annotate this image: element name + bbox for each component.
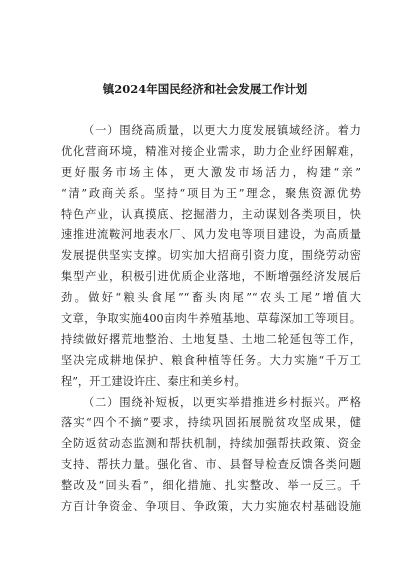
- paragraph-line: 方百计争资金、争项目、争政策，大力实施农村基础设施: [61, 500, 361, 514]
- paragraph-line: 优化营商环境，精准对接企业需求，助力企业纾困解难，: [61, 144, 361, 158]
- paragraph-line: 发展提供坚实支撑。切实加大招商引资力度，围绕劳动密: [61, 249, 361, 263]
- document-body: [61, 121, 361, 518]
- paragraph-line: 文章，争取实施400亩肉牛养殖基地、草莓深加工等项目。: [61, 312, 361, 326]
- paragraph-line: 程”，开工建设许庄、秦庄和美乡村。: [61, 374, 246, 388]
- paragraph-line: （一）围绕高质量，以更大力度发展镇域经济。着力: [83, 124, 361, 137]
- paragraph-rural-revitalization: [61, 393, 361, 518]
- paragraph-line: 劲。做好“粮头食尾”“畜头肉尾”“农头工尾”增值大: [61, 291, 361, 305]
- paragraph-line: 整改及“回头看”，细化措施、扎实整改、举一反三。千: [61, 479, 361, 493]
- document-title: 镇2024年国民经济和社会发展工作计划: [102, 82, 308, 96]
- paragraph-line: 坚决完成耕地保护、粮食种植等任务。大力实施“千万工: [61, 353, 361, 367]
- paragraph-line: 特色产业，认真摸底、挖掘潜力，主动谋划各类项目，快: [61, 207, 361, 221]
- paragraph-line: 更好服务市场主体，更大激发市场活力，构建“亲”: [61, 165, 361, 179]
- paragraph-line: 集型产业，积极引进优质企业落地，不断增强经济发展后: [61, 270, 361, 284]
- paragraph-line: 落实“四个不摘”要求，持续巩固拓展脱贫攻坚成果，健: [61, 416, 361, 430]
- paragraph-line: 持续做好撂荒地整治、土地复垦、土地二轮延包等工作，: [61, 332, 361, 346]
- paragraph-economy: [61, 121, 361, 393]
- paragraph-line: 全防返贫动态监测和帮扶机制，持续加强帮扶政策、资金: [61, 437, 361, 451]
- paragraph-line: （二）围绕补短板，以更实举措推进乡村振兴。严格: [83, 395, 361, 409]
- paragraph-line: 速推进流鞍河地表水厂、风力发电等项目建设，为高质量: [61, 228, 361, 242]
- paragraph-line: “清”政商关系。坚持“项目为王”理念，聚焦资源优势: [61, 186, 361, 200]
- paragraph-line: 支持、帮扶力量。强化省、市、县督导检查反馈各类问题: [61, 458, 361, 472]
